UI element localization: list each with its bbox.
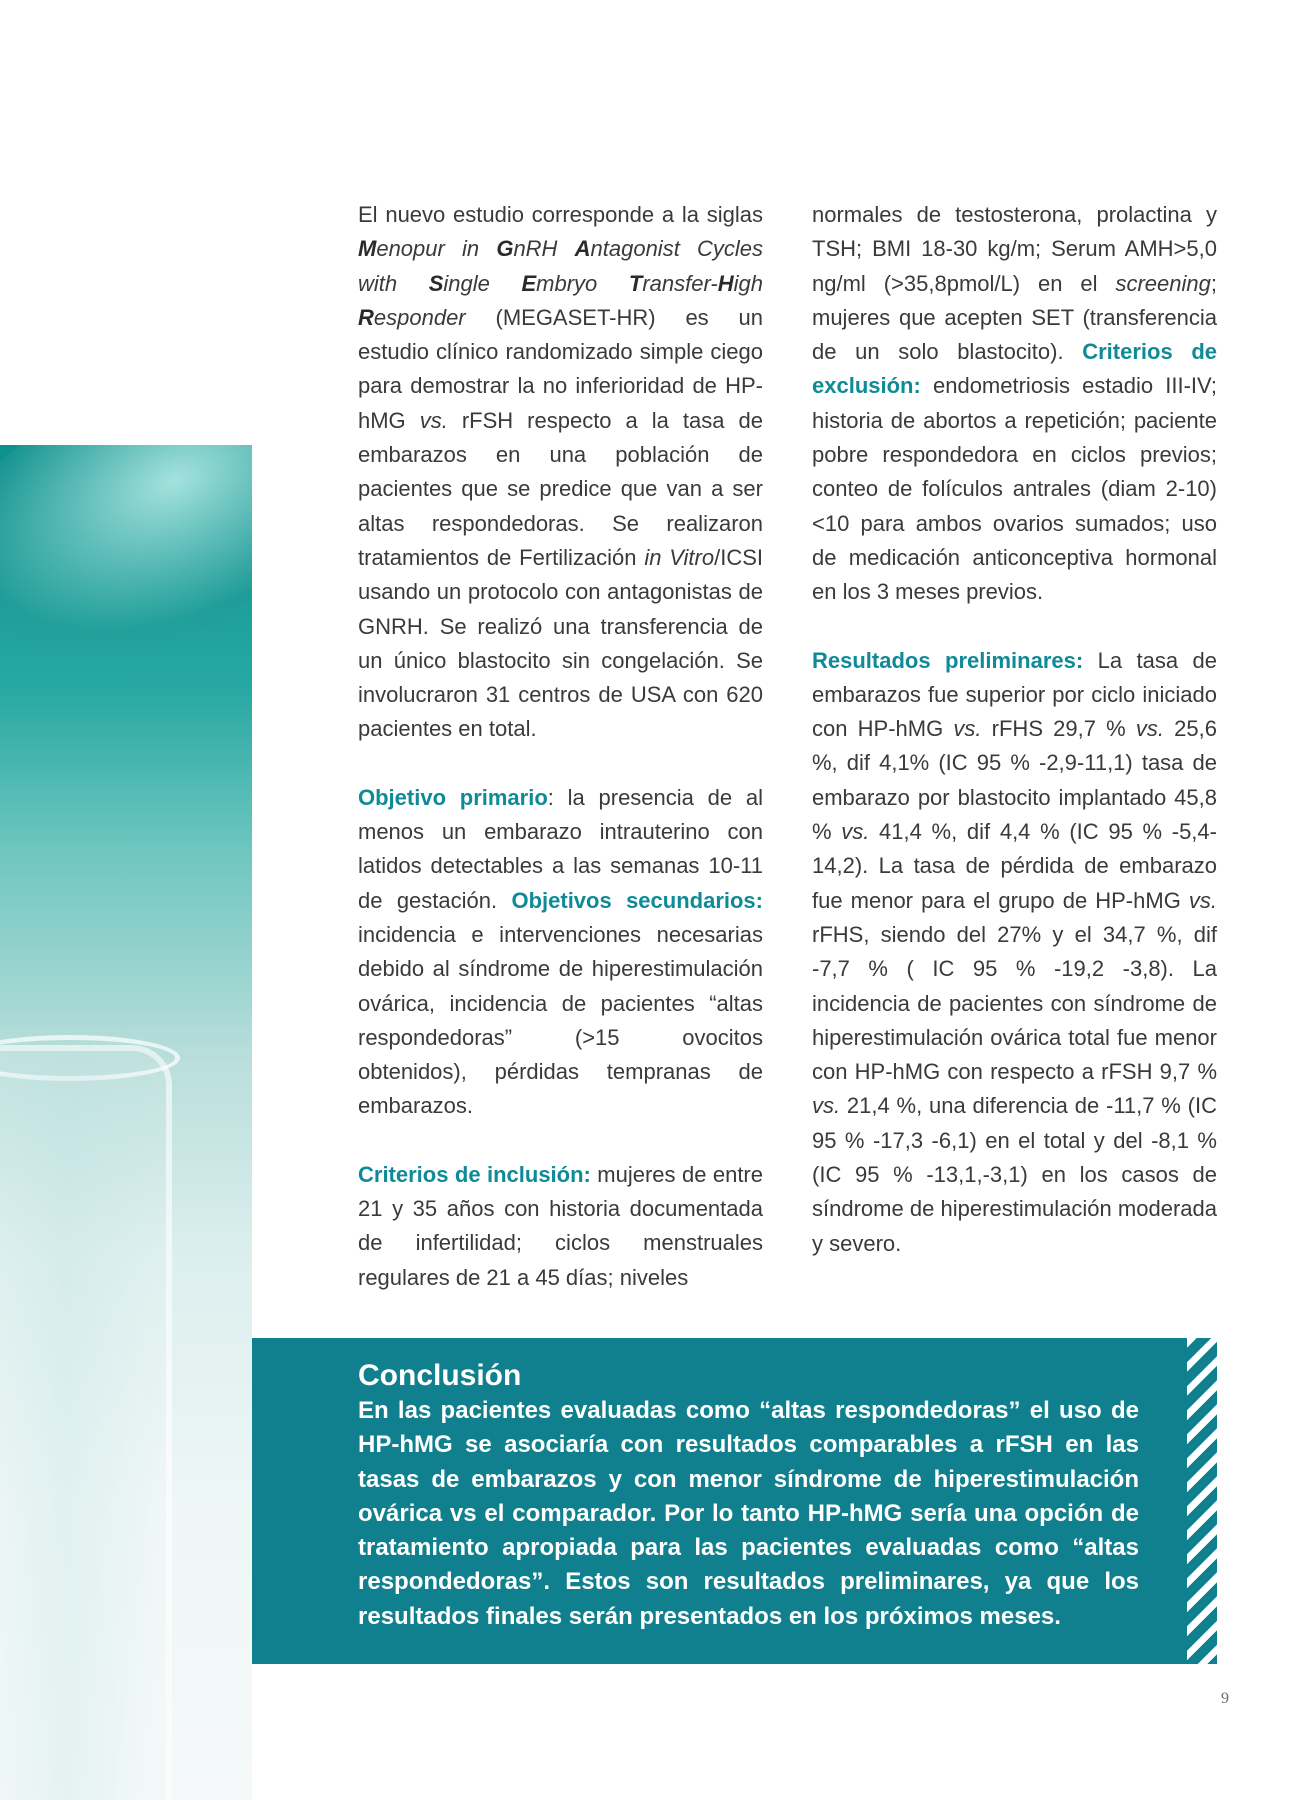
left-column bbox=[358, 198, 763, 1329]
conclusion-text: En las pacientes evaluadas como “altas respondedoras” el uso de HP-hMG se asociaría con resultados comparables a rFSH en las tasas de embarazos y con menor síndrome de hiperestimulación ovárica vs el comparador. Por lo tanto HP-hMG sería una opción de tratamiento apropiada para las pacientes evaluadas como “altas respondedoras”. Estos son resultados preliminares, ya que los resultados finales serán presentados en los próximos meses. bbox=[358, 1397, 1139, 1630]
exclusion-label: Criterios de exclusión: bbox=[812, 339, 1217, 399]
objectives-paragraph: Objetivo primario: la presencia de al menos un embarazo intrauterino con latidos detectables a las semanas 10-11 de gestación. Objetivos secundarios: incidencia e intervenciones necesarias debido al síndrome de hiperestimulación ovárica, incidencia de pacientes “altas respondedoras” (>15 ovocitos obtenidos), pérdidas tempranas de embarazos. bbox=[358, 784, 763, 1119]
glass-body bbox=[0, 1045, 172, 1800]
conclusion-box bbox=[252, 1338, 1217, 1664]
side-photo-glass bbox=[0, 445, 252, 1800]
results-label: Resultados preliminares: bbox=[812, 647, 1084, 673]
page-number: 9 bbox=[1221, 1690, 1229, 1707]
exclusion-paragraph: normales de testosterona, prolactina y TSH; BMI 18-30 kg/m; Serum AMH>5,0 ng/ml (>35,8pmol/L) en el screening; mujeres que acepten SET (transferencia de un solo blastocito). Criterios de exclusión: endometriosis estadio III-IV; historia de abortos a repetición; paciente pobre respondedora en ciclos previos; conteo de folículos antrales (diam 2-10) <10 para ambos ovarios sumados; uso de medicación anticonceptiva hormonal en los 3 meses previos. bbox=[812, 202, 1217, 605]
decorative-stripes bbox=[1187, 1338, 1217, 1664]
inclusion-label: Criterios de inclusión: bbox=[358, 1161, 591, 1187]
results-paragraph: Resultados preliminares: La tasa de embarazos fue superior por ciclo iniciado con HP-hMG vs. rFHS 29,7 % vs. 25,6 %, dif 4,1% (IC 95 % -2,9-11,1) tasa de embarazo por blastocito implantado 45,8 % vs. 41,4 %, dif 4,4 % (IC 95 % -5,4-14,2). La tasa de pérdida de embarazo fue menor para el grupo de HP-hMG vs. rFHS, siendo del 27% y el 34,7 %, dif -7,7 % ( IC 95 % -19,2 -3,8). La incidencia de pacientes con síndrome de hiperestimulación ovárica total fue menor con HP-hMG con respecto a rFSH 9,7 % vs. 21,4 %, una diferencia de -11,7 % (IC 95 % -17,3 -6,1) en el total y del -8,1 % (IC 95 % -13,1,-3,1) en los casos de síndrome de hiperestimulación moderada y severo. bbox=[812, 647, 1218, 1256]
conclusion-title: Conclusión bbox=[358, 1359, 522, 1392]
right-column bbox=[812, 198, 1217, 1295]
intro-paragraph: El nuevo estudio corresponde a la siglas Menopur in GnRH Antagonist Cycles with Single Embryo Transfer-High Responder (MEGASET-HR) es un estudio clínico randomizado simple ciego para demostrar la no inferioridad de HP-hMG vs. rFSH respecto a la tasa de embarazos en una población de pacientes que se predice que van a ser altas respondedoras. Se realizaron tratamientos de Fertilización in Vitro/ICSI usando un protocolo con antagonistas de GNRH. Se realizó una transferencia de un único blastocito sin congelación. Se involucraron 31 centros de USA con 620 pacientes en total. bbox=[358, 202, 764, 742]
leaf-shape bbox=[0, 445, 252, 729]
objective-secondary-label: Objetivos secundarios: bbox=[511, 887, 763, 913]
objective-primary-label: Objetivo primario bbox=[358, 784, 548, 810]
inclusion-paragraph: Criterios de inclusión: mujeres de entre 21 y 35 años con historia documentada de infertilidad; ciclos menstruales regulares de 21 a 45 días; niveles bbox=[358, 1161, 763, 1290]
